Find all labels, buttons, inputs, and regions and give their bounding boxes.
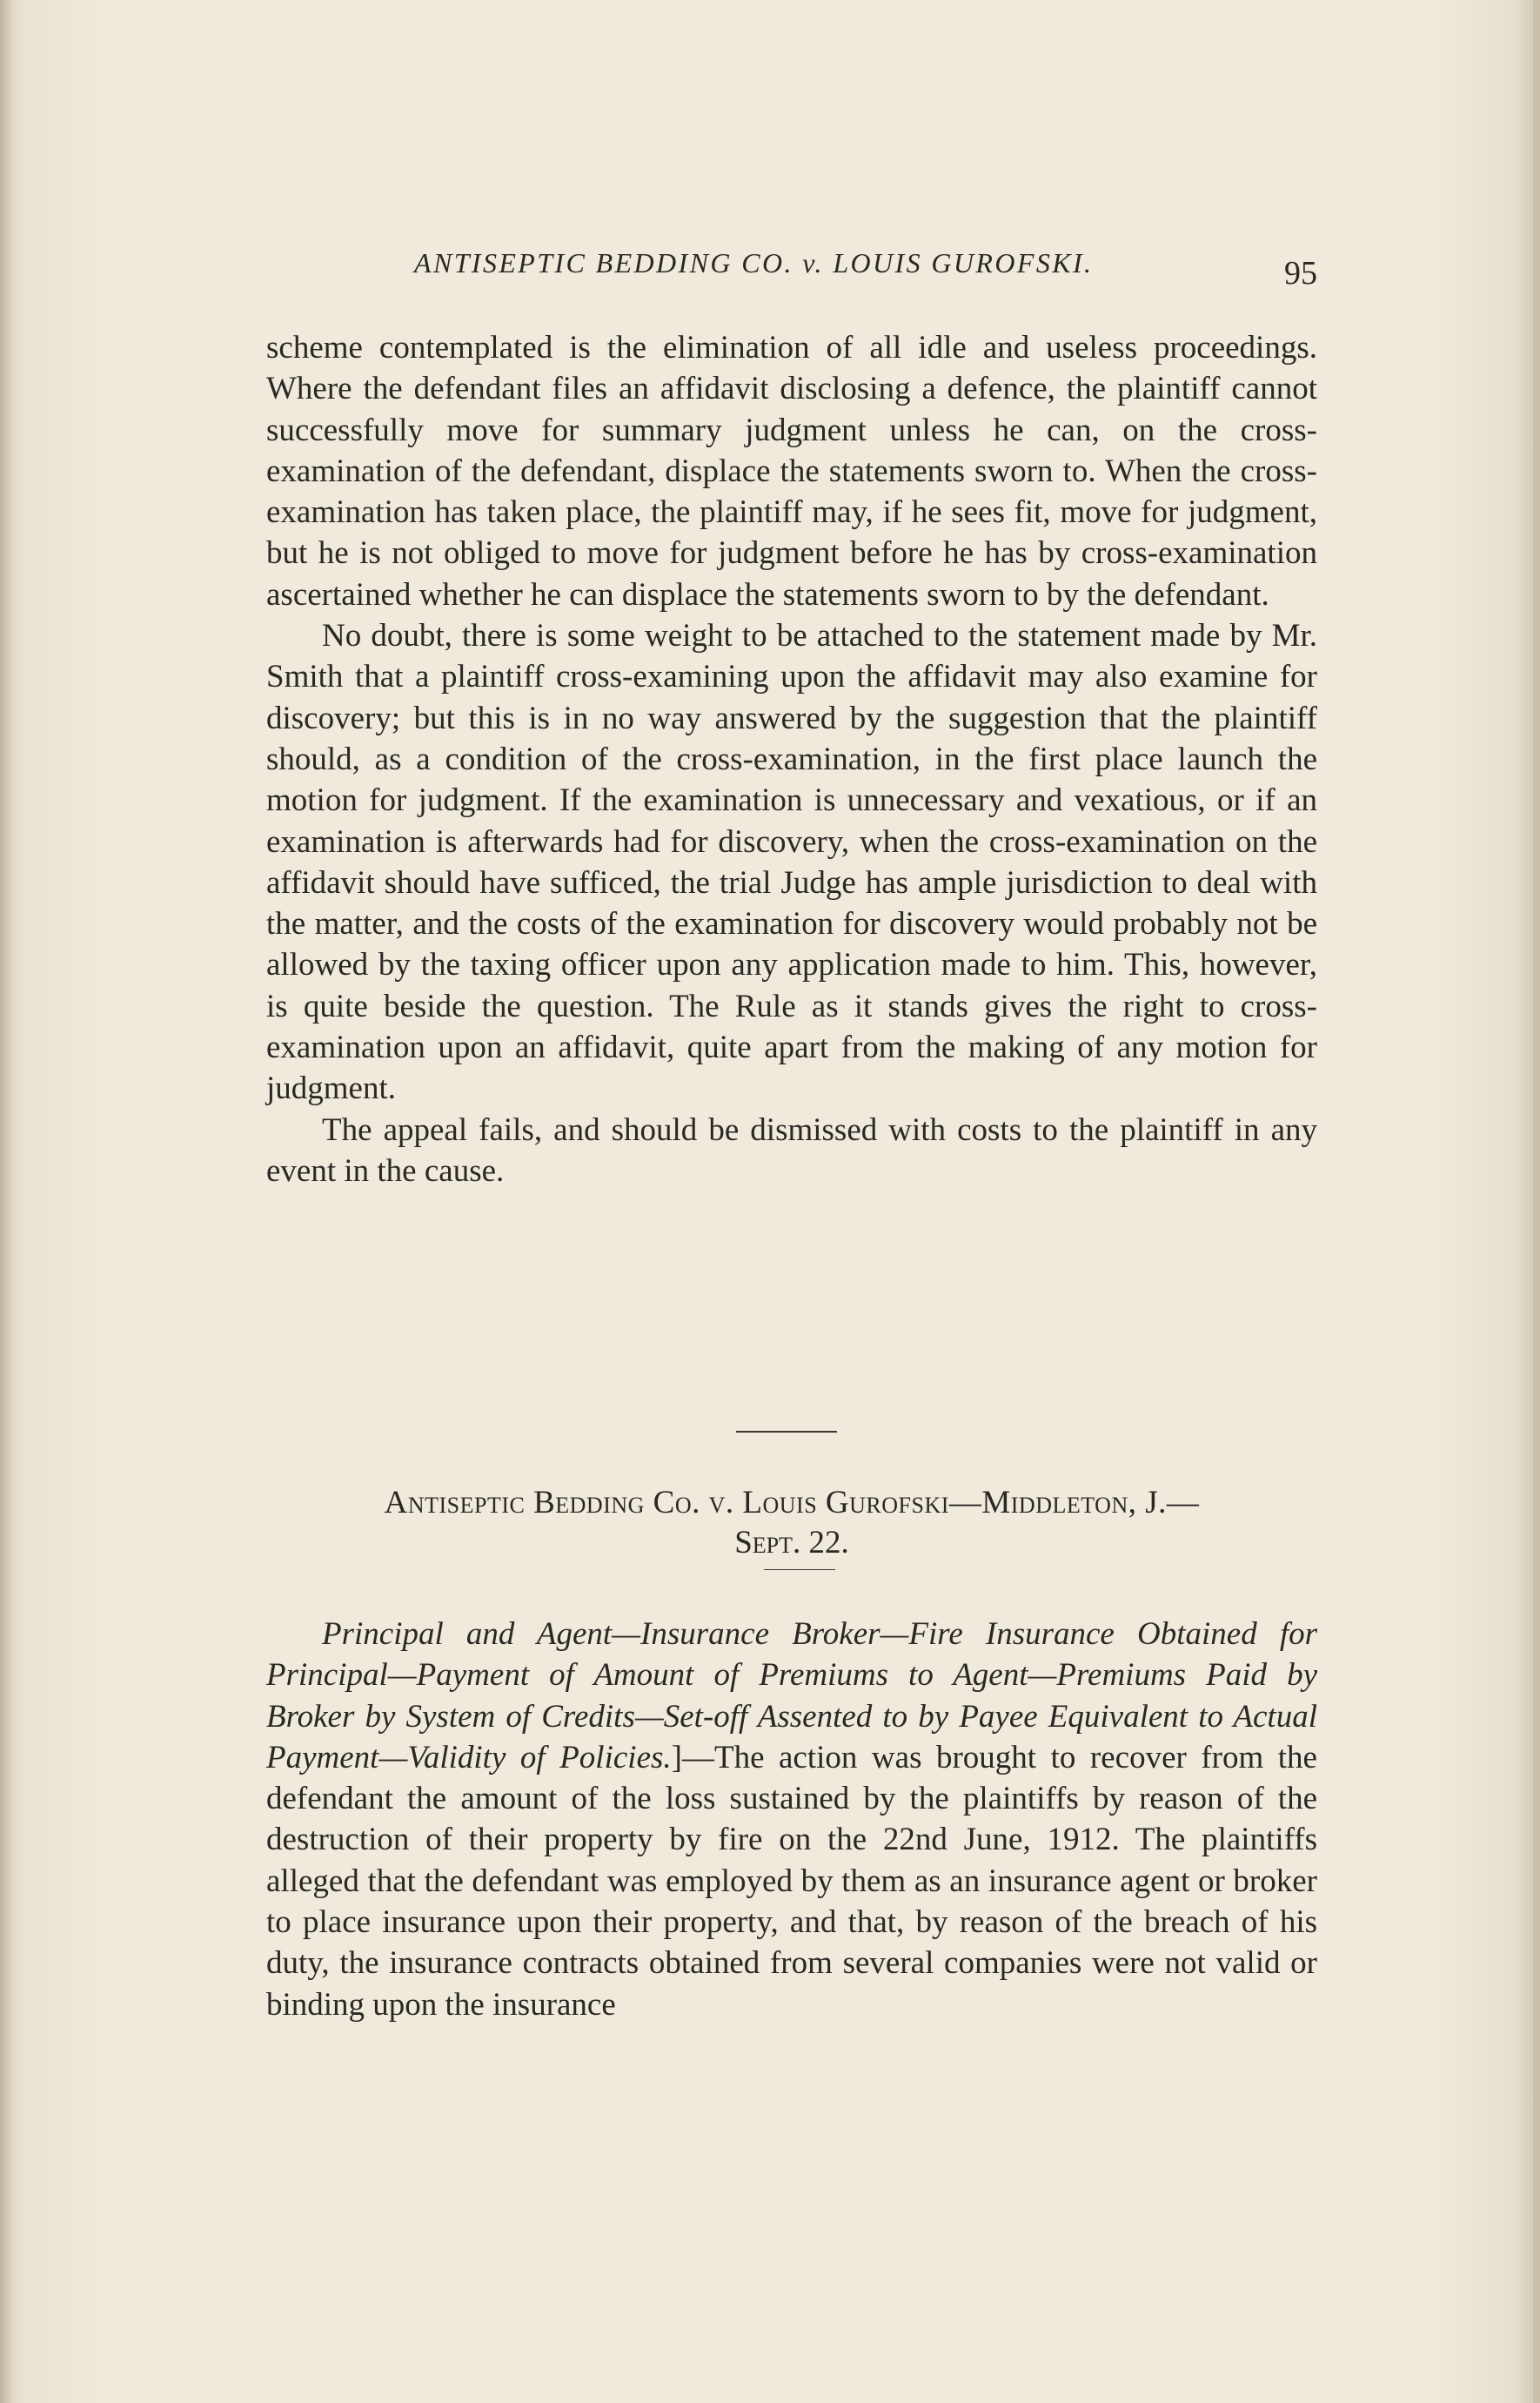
paragraph-2: No doubt, there is some weight to be attached to the statement made by Mr. Smith that a plaintiff cross-examining upon the affidavit may also examine for discovery; but this is in no way answered by the suggestion that the plaintiff should, as a condition of the cross-examination, in the first place launch the motion for judgment. If the examination is unnecessary and vexatious, or if an examination is afterwards had for discovery, when the cross-examination on the affidavit should have sufficed, the trial Judge has ample jurisdiction to deal with the matter, and the costs of the examination for discovery would probably not be allowed by the taxing officer upon any application made to him. This, however, is quite beside the question. The Rule as it stands gives the right to cross-examination upon an affidavit, quite apart from the making of any motion for judgment. — [266, 618, 1317, 1107]
case-heading — [266, 1483, 1317, 1563]
case-date: Sept. 22. — [734, 1525, 849, 1561]
page-number: 95 — [1284, 255, 1317, 292]
running-head-title: ANTISEPTIC BEDDING CO. v. LOUIS GUROFSKI. — [414, 247, 1094, 279]
running-head — [266, 247, 1317, 291]
page-gutter-shadow — [0, 0, 12, 2403]
section-divider-rule — [736, 1431, 837, 1433]
heading-underline-rule — [764, 1569, 835, 1570]
paragraph-1: scheme contemplated is the elimination of all idle and useless proceedings. Where the defendant files an affidavit disclosing a defence, the plaintiff cannot successfully move for summary judgment unless he can, on the cross-examination of the defendant, displace the statements sworn to. When the cross-examination has taken place, the plaintiff may, if he sees fit, move for judgment, but he is not obliged to move for judgment before he has by cross-examination ascertained whether he can displace the statements sworn to by the defendant. — [266, 330, 1317, 613]
headnote — [266, 1614, 1317, 2025]
headnote-summary: ]—The action was brought to recover from the defendant the amount of the loss sustained by the plaintiffs by reason of the destruction of their property by fire on the 22nd June, 1912. The plaintiffs alleged that the defendant was employed by them as an insurance agent or broker to place insurance upon their property, and that, by reason of the breach of his duty, the insurance contracts obtained from several companies were not valid or binding upon the insurance — [266, 1739, 1317, 2023]
judgment-text — [266, 327, 1317, 1191]
headnote-paragraph — [266, 1614, 1317, 2025]
headnote-catchwords: Principal and Agent—Insurance Broker—Fire Insurance Obtained for Principal—Payment of Amount of Premiums to Agent—Premiums Paid by Broker by System of Credits—Set-off Assented to by Payee Equivalent to Actual Payment—Validity of Policies. — [266, 1616, 1317, 1775]
page-edge — [1533, 0, 1540, 2403]
case-title: Antiseptic Bedding Co. v. Louis Gurofski—Middleton, J.— — [384, 1485, 1200, 1520]
paragraph-3: The appeal fails, and should be dismissed with costs to the plaintiff in any event in the cause. — [266, 1111, 1317, 1189]
